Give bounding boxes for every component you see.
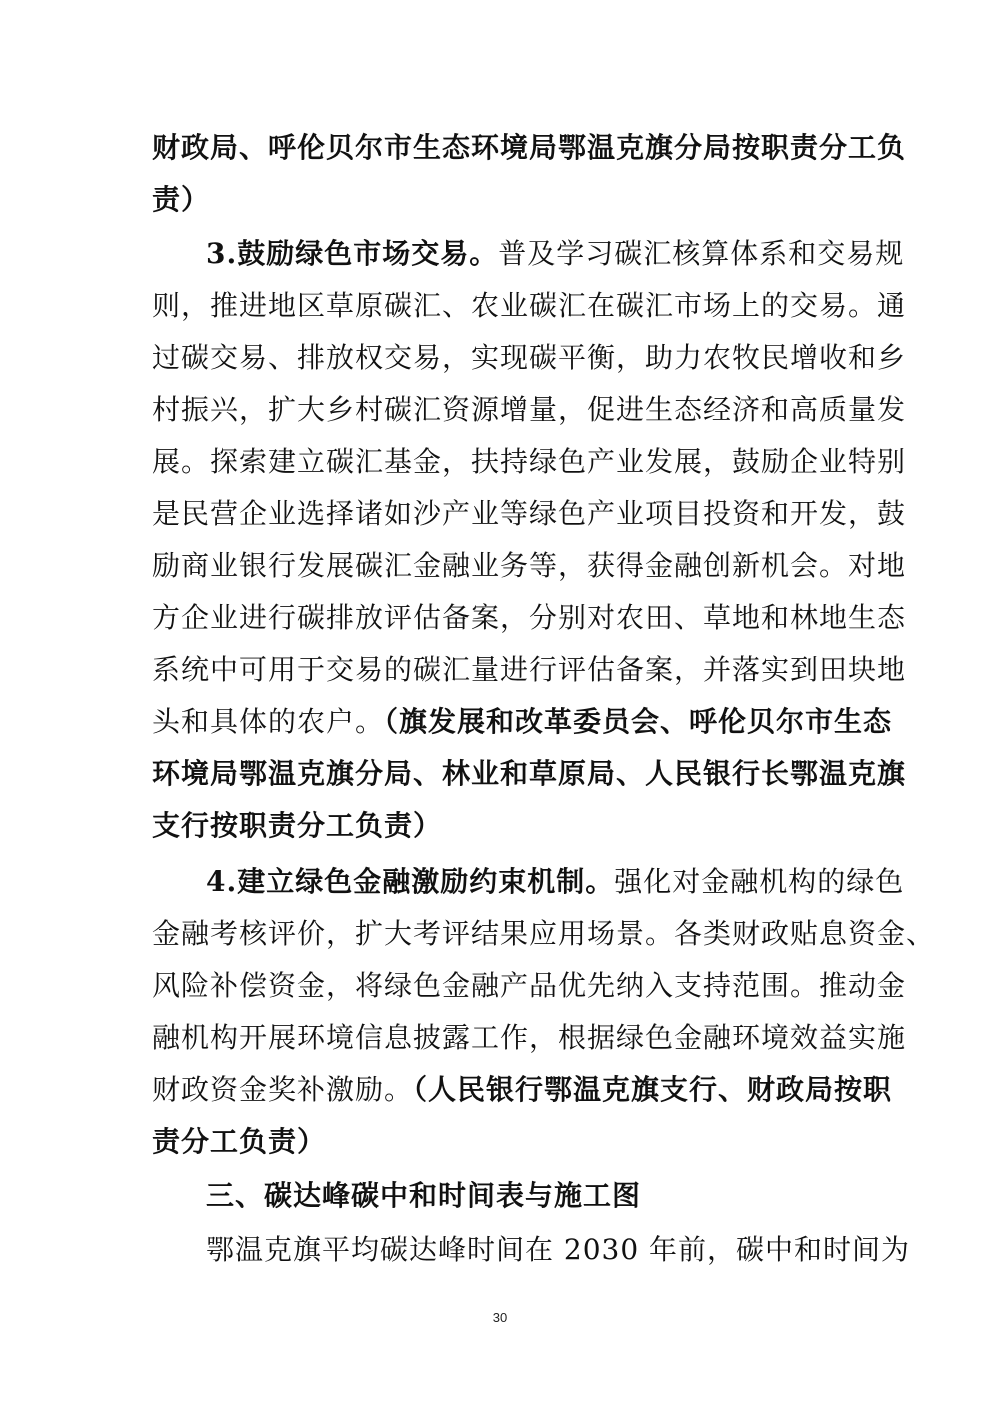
text-line-mixed	[152, 1064, 893, 1116]
text-line: 鄂温克旗平均碳达峰时间在 2030 年前，碳中和时间为	[206, 1233, 911, 1266]
text-span: 强化对金融机构的绿色	[614, 865, 905, 898]
text-line: 村振兴，扩大乡村碳汇资源增量，促进生态经济和高质量发	[152, 393, 907, 426]
text-line: 融机构开展环境信息披露工作，根据绿色金融环境效益实施	[152, 1021, 907, 1054]
section-heading: 三、碳达峰碳中和时间表与施工图	[206, 1179, 642, 1212]
text-line: 系统中可用于交易的碳汇量进行评估备案，并落实到田块地	[152, 653, 907, 686]
responsibility-note-line: 环境局鄂温克旗分局、林业和草原局、人民银行长鄂温克旗	[152, 757, 907, 790]
section-3-title: 3.鼓励绿色市场交易。	[206, 237, 499, 270]
text-line: 励商业银行发展碳汇金融业务等，获得金融创新机会。对地	[152, 549, 907, 582]
text-line: 风险补偿资金，将绿色金融产品优先纳入支持范围。推动金	[152, 969, 907, 1002]
text-line: 金融考核评价，扩大考评结果应用场景。各类财政贴息资金、	[152, 917, 936, 950]
text-line: 过碳交易、排放权交易，实现碳平衡，助力农牧民增收和乡	[152, 341, 907, 374]
text-line: 是民营企业选择诸如沙产业等绿色产业项目投资和开发，鼓	[152, 497, 907, 530]
text-line: 责）	[152, 183, 211, 216]
responsibility-note-line: 责分工负责）	[152, 1125, 327, 1158]
text-line-mixed	[152, 696, 893, 748]
text-line: 展。探索建立碳汇基金，扶持绿色产业发展，鼓励企业特别	[152, 445, 907, 478]
paragraph-4-first-line	[206, 856, 905, 908]
responsibility-note: （旗发展和改革委员会、呼伦贝尔市生态	[384, 705, 893, 738]
paragraph-3-first-line	[206, 228, 905, 280]
text-line: 则，推进地区草原碳汇、农业碳汇在碳汇市场上的交易。通	[152, 289, 907, 322]
responsibility-note-line: 支行按职责分工负责）	[152, 809, 443, 842]
text-span: 头和具体的农户。	[152, 705, 385, 738]
text-line: 财政局、呼伦贝尔市生态环境局鄂温克旗分局按职责分工负	[152, 131, 907, 164]
page-number: 30	[492, 1310, 508, 1325]
text-line: 方企业进行碳排放评估备案，分别对农田、草地和林地生态	[152, 601, 907, 634]
section-4-title: 4.建立绿色金融激励约束机制。	[206, 865, 615, 898]
text-span: 财政资金奖补激励。	[152, 1073, 414, 1106]
responsibility-note: （人民银行鄂温克旗支行、财政局按职	[413, 1073, 893, 1106]
text-span: 普及学习碳汇核算体系和交易规	[498, 237, 905, 270]
